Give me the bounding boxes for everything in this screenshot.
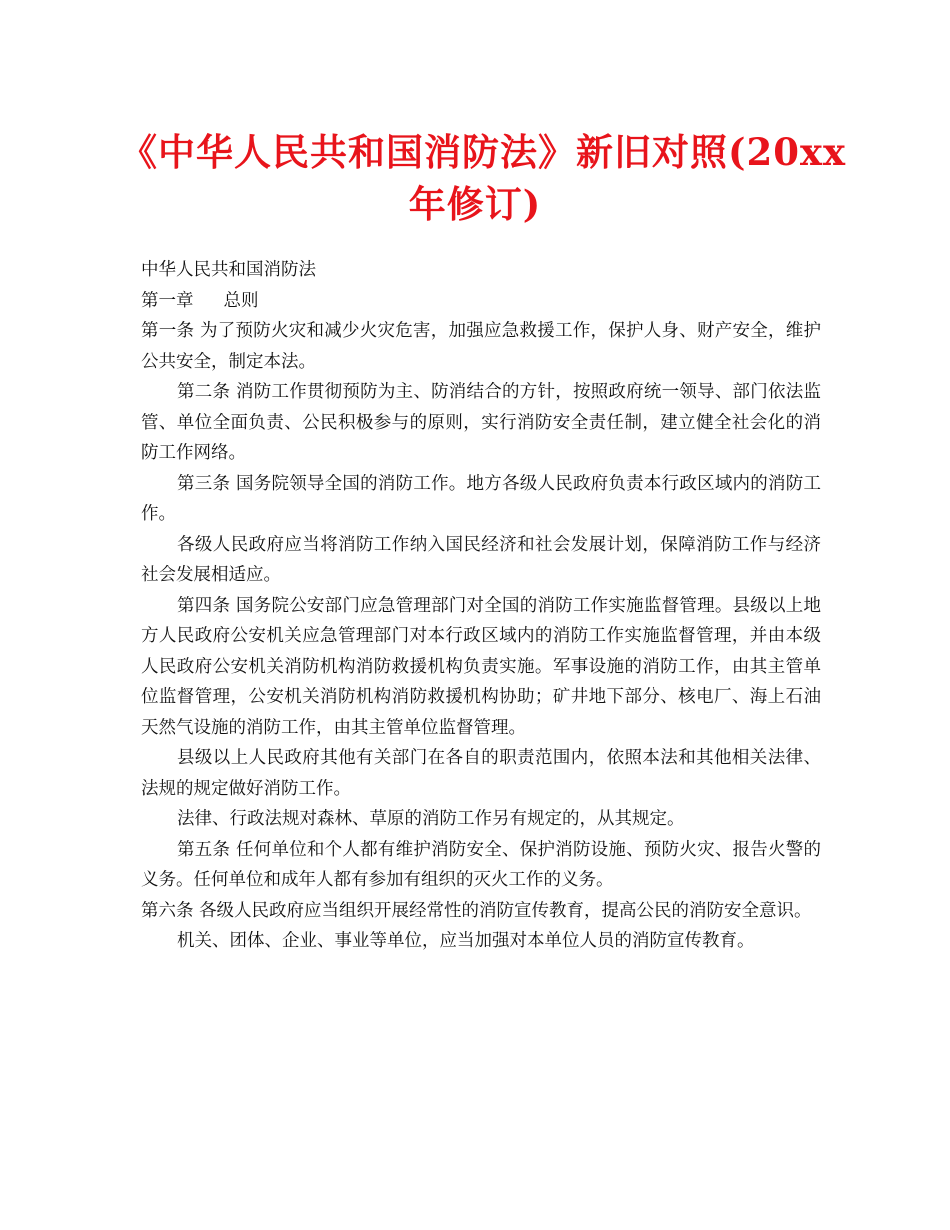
chapter-number: 第一章 [141, 290, 194, 311]
article-3-paragraph: 第三条 国务院领导全国的消防工作。地方各级人民政府负责本行政区域内的消防工作。 [141, 473, 821, 524]
document-body [141, 255, 821, 957]
law-name: 中华人民共和国消防法 [141, 260, 316, 280]
chapter-heading [141, 286, 821, 317]
article-1-paragraph: 第一条 为了预防火灾和减少火灾危害，加强应急救援工作，保护人身、财产安全，维护公共安全，制定本法。 [141, 321, 821, 372]
article-6-paragraph: 第六条 各级人民政府应当组织开展经常性的消防宣传教育，提高公民的消防安全意识。 [141, 900, 812, 921]
article-5-paragraph: 第五条 任何单位和个人都有维护消防安全、保护消防设施、预防火灾、报告火警的义务。任何单位和成年人都有参加有组织的灭火工作的义务。 [141, 839, 821, 890]
article-6-paragraph-2: 机关、团体、企业、事业等单位，应当加强对本单位人员的消防宣传教育。 [177, 931, 755, 951]
article-4-paragraph-2: 县级以上人民政府其他有关部门在各自的职责范围内，依照本法和其他相关法律、法规的规定做好消防工作。 [141, 748, 821, 799]
article-2-paragraph: 第二条 消防工作贯彻预防为主、防消结合的方针，按照政府统一领导、部门依法监管、单位全面负责、公民积极参与的原则，实行消防安全责任制，建立健全社会化的消防工作网络。 [141, 382, 821, 463]
title-line-1: 《中华人民共和国消防法》新旧对照(20xx [120, 130, 847, 174]
chapter-title: 总则 [223, 290, 259, 311]
title-line-2: 年修订) [408, 182, 542, 226]
article-4-paragraph: 第四条 国务院公安部门应急管理部门对全国的消防工作实施监督管理。县级以上地方人民政府公安机关应急管理部门对本行政区域内的消防工作实施监督管理，并由本级人民政府公安机关消防机构消防救援机构负责实施。军事设施的消防工作，由其主管单位监督管理，公安机关消防机构消防救援机构协助；矿井地下部分、核电厂、海上石油天然气设施的消防工作，由其主管单位监督管理。 [141, 595, 821, 738]
article-4-paragraph-3: 法律、行政法规对森林、草原的消防工作另有规定的，从其规定。 [177, 809, 685, 829]
document-title [120, 126, 847, 230]
article-3-paragraph-2: 各级人民政府应当将消防工作纳入国民经济和社会发展计划，保障消防工作与经济社会发展相适应。 [141, 534, 821, 585]
